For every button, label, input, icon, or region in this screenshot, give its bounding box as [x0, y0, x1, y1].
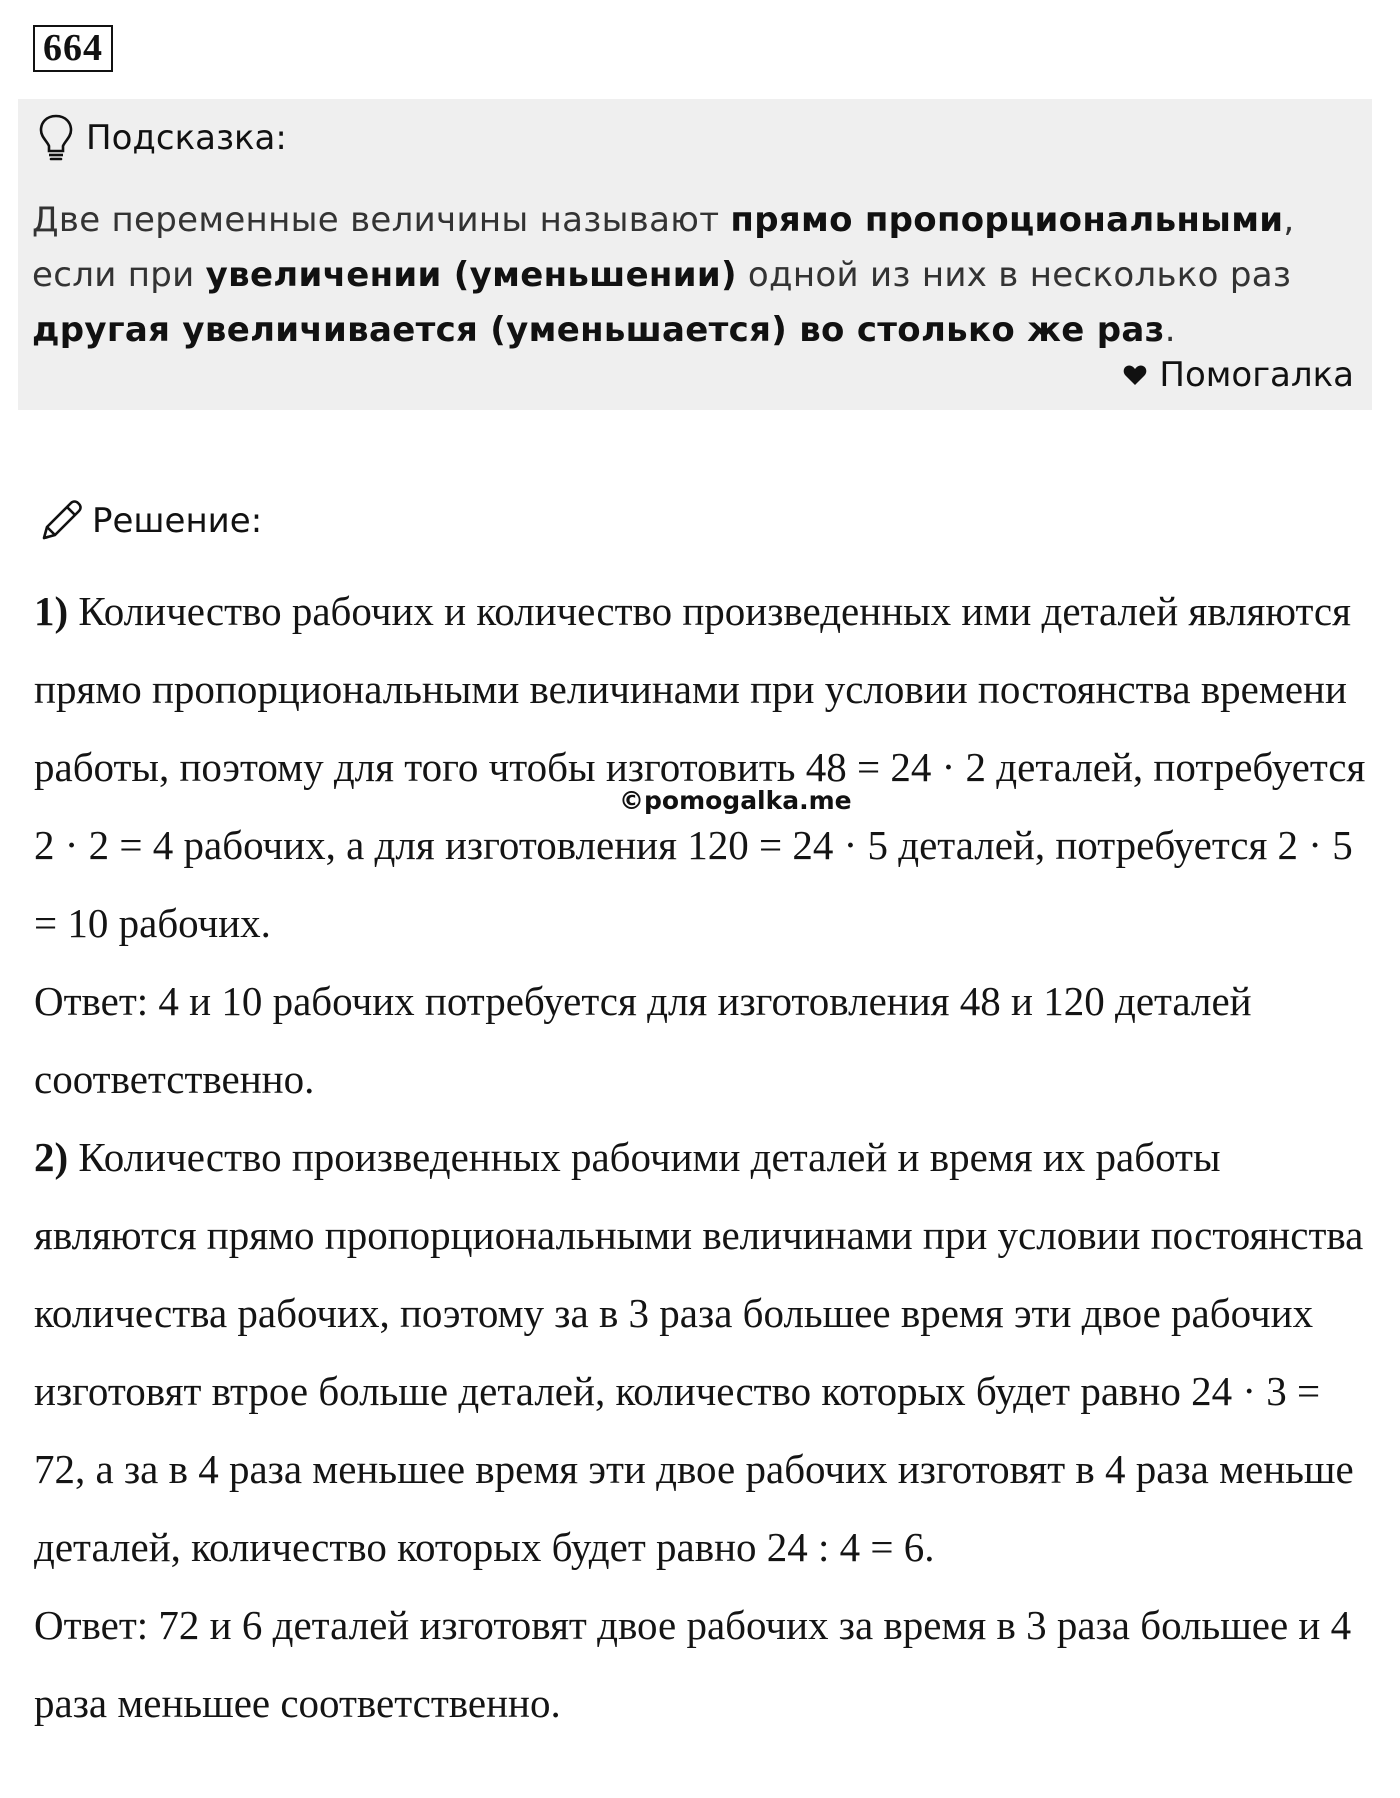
part1-answer: Ответ: 4 и 10 рабочих потребуется для изготовления 48 и 120 деталей соответственно. — [34, 978, 1252, 1102]
solution-title: Решение: — [92, 501, 263, 541]
hint-part-bold: другая увеличивается (уменьшается) во столько же раз — [32, 310, 1165, 350]
solution-header — [36, 496, 262, 546]
hint-text — [32, 193, 1362, 358]
solution-body — [34, 572, 1374, 1742]
part2-text — [34, 1118, 1374, 1586]
part2-answer: Ответ: 72 и 6 деталей изготовят двое рабочих за время в 3 раза большее и 4 раза меньшее соответственно. — [34, 1602, 1352, 1726]
heart-icon — [1123, 364, 1147, 386]
hint-part: , если при — [32, 200, 1295, 295]
part2-body: Количество произведенных рабочими деталей и время их работы являются прямо пропорциональными величинами при условии постоянства количества рабочих, поэтому за в 3 раза большее время эти двое рабочих изготовят втрое больше деталей, количество которых будет равно 24 · 3 = 72, а за в 4 раза меньшее время эти двое рабочих изготовят в 4 раза меньше деталей, количество которых будет равно 24 : 4 = 6. — [34, 1134, 1364, 1570]
pencil-icon — [36, 496, 86, 546]
part1-body: Количество рабочих и количество произведенных ими деталей являются прямо пропорциональными величинами при условии постоянства времени работы, поэтому для того чтобы изготовить 48 = 24 · 2 деталей, потребуется 2 · 2 = 4 рабочих, а для изготовления 120 = 24 · 5 деталей, потребуется 2 · 5 = 10 рабочих. — [34, 588, 1366, 946]
lightbulb-icon — [38, 113, 74, 163]
part1-text — [34, 572, 1374, 962]
hint-box — [18, 99, 1372, 410]
hint-part: Две переменные величины называют — [32, 200, 731, 240]
watermark: ©pomogalka.me — [619, 786, 852, 815]
hint-part-bold: прямо пропорциональными — [730, 200, 1284, 240]
part1-number: 1) — [34, 588, 69, 634]
hint-source-label: Помогалка — [1159, 355, 1354, 395]
hint-part: . — [1164, 310, 1176, 350]
hint-part-bold: увеличении (уменьшении) — [205, 255, 737, 295]
hint-header — [38, 113, 287, 163]
part2-number: 2) — [34, 1134, 69, 1180]
task-number: 664 — [33, 25, 113, 72]
hint-title: Подсказка: — [86, 118, 287, 158]
hint-source — [1123, 355, 1354, 395]
hint-part: одной из них в несколько раз — [736, 255, 1292, 295]
